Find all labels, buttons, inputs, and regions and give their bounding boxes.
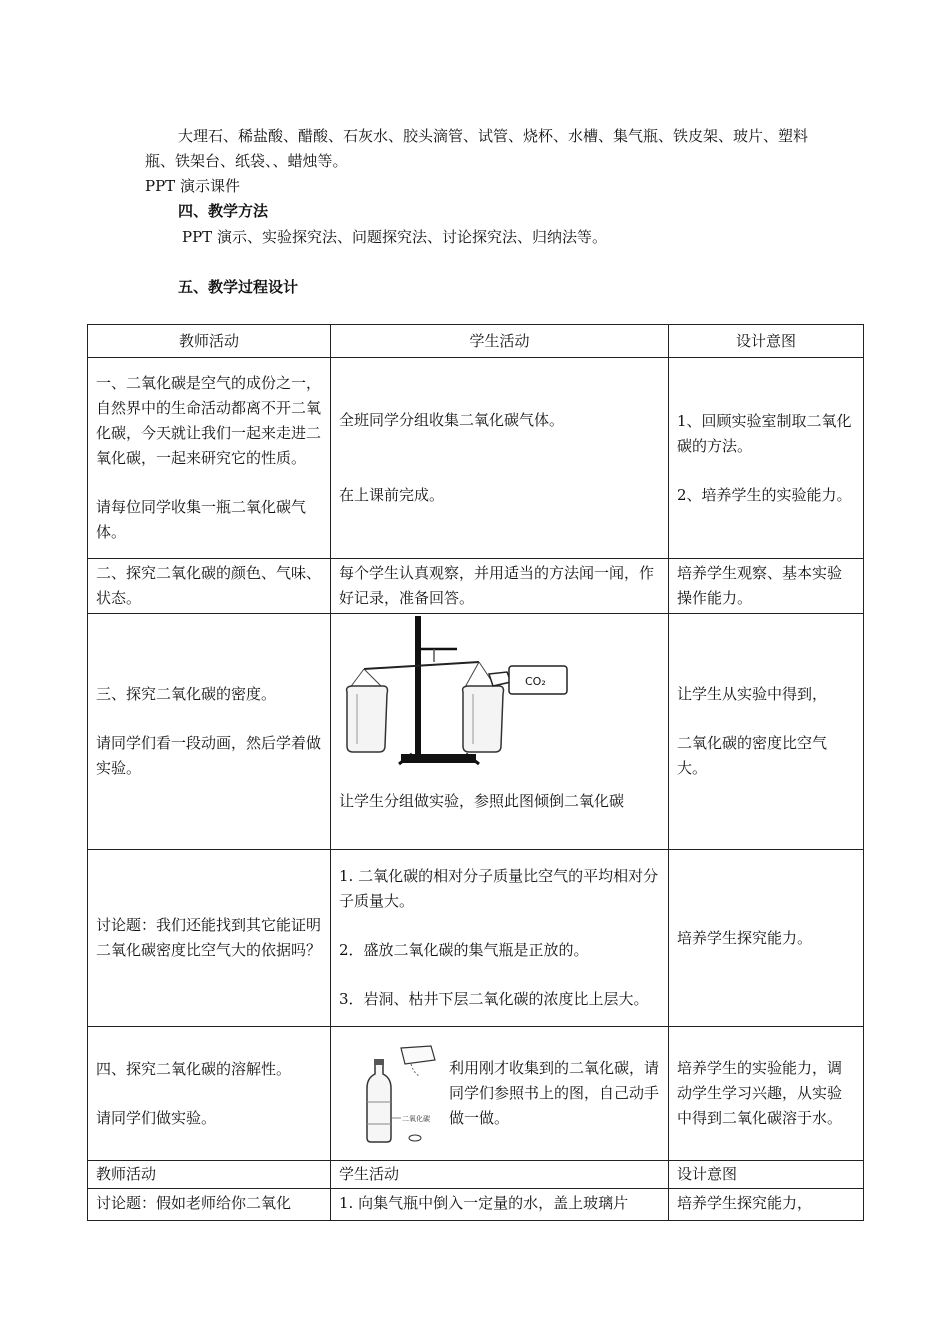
row7-teacher: 讨论题：假如老师给你二氧化: [88, 1189, 331, 1221]
row5-teacher-p1: 四、探究二氧化碳的溶解性。: [96, 1059, 292, 1078]
row3-teacher: [88, 614, 331, 850]
bottle-water-figure: [339, 1044, 439, 1144]
row1-teacher-p1: 一、二氧化碳是空气的成份之一，自然界中的生命活动都离不开二氧化碳，今天就让我们一起来走进二氧化碳，一起来研究它的性质。: [96, 374, 322, 467]
row4-teacher: 讨论题：我们还能找到其它能证明二氧化碳密度比空气大的依据吗？: [88, 850, 331, 1027]
row4-student-p2: 2．盛放二氧化碳的集气瓶是正放的。: [339, 941, 589, 959]
balance-co2-figure: [339, 614, 579, 779]
row7-intent: 培养学生探究能力，: [669, 1189, 864, 1221]
section-4-body: PPT 演示、实验探究法、问题探究法、讨论探究法、归纳法等。: [182, 228, 607, 246]
ppt-line: PPT 演示课件: [145, 177, 240, 195]
row3-intent-p2: 二氧化碳的密度比空气大。: [677, 734, 828, 777]
row4-student-p3: 3．岩洞、枯井下层二氧化碳的浓度比上层大。: [339, 990, 649, 1008]
table-row: [88, 358, 864, 559]
header-intent: 设计意图: [669, 325, 864, 358]
table-row: [88, 1027, 864, 1161]
materials-line-2: 瓶、铁架台、纸袋、、蜡烛等。: [145, 152, 348, 170]
table-row: [88, 559, 864, 614]
table-row: [88, 850, 864, 1027]
table-row: [88, 1161, 864, 1189]
row1-intent-p1: 1、回顾实验室制取二氧化碳的方法。: [677, 411, 852, 455]
row4-intent: 培养学生探究能力。: [669, 850, 864, 1027]
row2-intent: 培养学生观察、基本实验操作能力。: [669, 559, 864, 614]
row4-student-p1: 1. 二氧化碳的相对分子质量比空气的平均相对分子质量大。: [339, 867, 659, 910]
table-row: [88, 614, 864, 850]
row5-student-text: 利用刚才收集到的二氧化碳，请同学们参照书上的图，自己动手做一做。: [449, 1059, 660, 1127]
row6-student: 学生活动: [331, 1161, 669, 1189]
row1-student-p2: 在上课前完成。: [339, 486, 445, 504]
row1-student-p1: 全班同学分组收集二氧化碳气体。: [339, 411, 565, 429]
lesson-process-table: [87, 324, 864, 1221]
section-4-title: 四、教学方法: [178, 202, 269, 220]
table-row: [88, 1189, 864, 1221]
row3-student-text: 让学生分组做实验，参照此图倾倒二氧化碳: [339, 792, 625, 810]
row1-teacher-p2: 请每位同学收集一瓶二氧化碳气体。: [96, 498, 307, 541]
materials-line-1: 大理石、稀盐酸、醋酸、石灰水、胶头滴管、试管、烧杯、水槽、集气瓶、铁皮架、玻片、塑料: [178, 127, 809, 145]
row5-teacher-p2: 请同学们做实验。: [96, 1108, 217, 1127]
row6-teacher: 教师活动: [88, 1161, 331, 1189]
row2-teacher: 二、探究二氧化碳的颜色、气味、状态。: [88, 559, 331, 614]
header-teacher: 教师活动: [88, 325, 331, 358]
row3-intent: [669, 614, 864, 850]
row1-intent: [669, 358, 864, 559]
row7-student: 1. 向集气瓶中倒入一定量的水，盖上玻璃片: [331, 1189, 669, 1221]
row6-intent: 设计意图: [669, 1161, 864, 1189]
row3-intent-p1: 让学生从实验中得到，: [677, 685, 828, 703]
row2-student: 每个学生认真观察，并用适当的方法闻一闻，作好记录，准备回答。: [331, 559, 669, 614]
row5-student: [331, 1027, 669, 1161]
row3-student: [331, 614, 669, 850]
co2-bottle-label: 二氧化碳: [402, 1114, 430, 1123]
table-header-row: [88, 325, 864, 358]
section-5-title: 五、教学过程设计: [178, 278, 299, 296]
row3-teacher-p2: 请同学们看一段动画，然后学着做实验。: [96, 734, 322, 777]
row3-teacher-p1: 三、探究二氧化碳的密度。: [96, 685, 277, 703]
row5-teacher: [88, 1027, 331, 1161]
co2-label: CO₂: [525, 675, 546, 688]
header-student: 学生活动: [331, 325, 669, 358]
row1-intent-p2: 2、培养学生的实验能力。: [677, 485, 852, 504]
row1-teacher: [88, 358, 331, 559]
row4-student: [331, 850, 669, 1027]
row1-student: [331, 358, 669, 559]
row5-intent: 培养学生的实验能力，调动学生学习兴趣，从实验中得到二氧化碳溶于水。: [669, 1027, 864, 1161]
